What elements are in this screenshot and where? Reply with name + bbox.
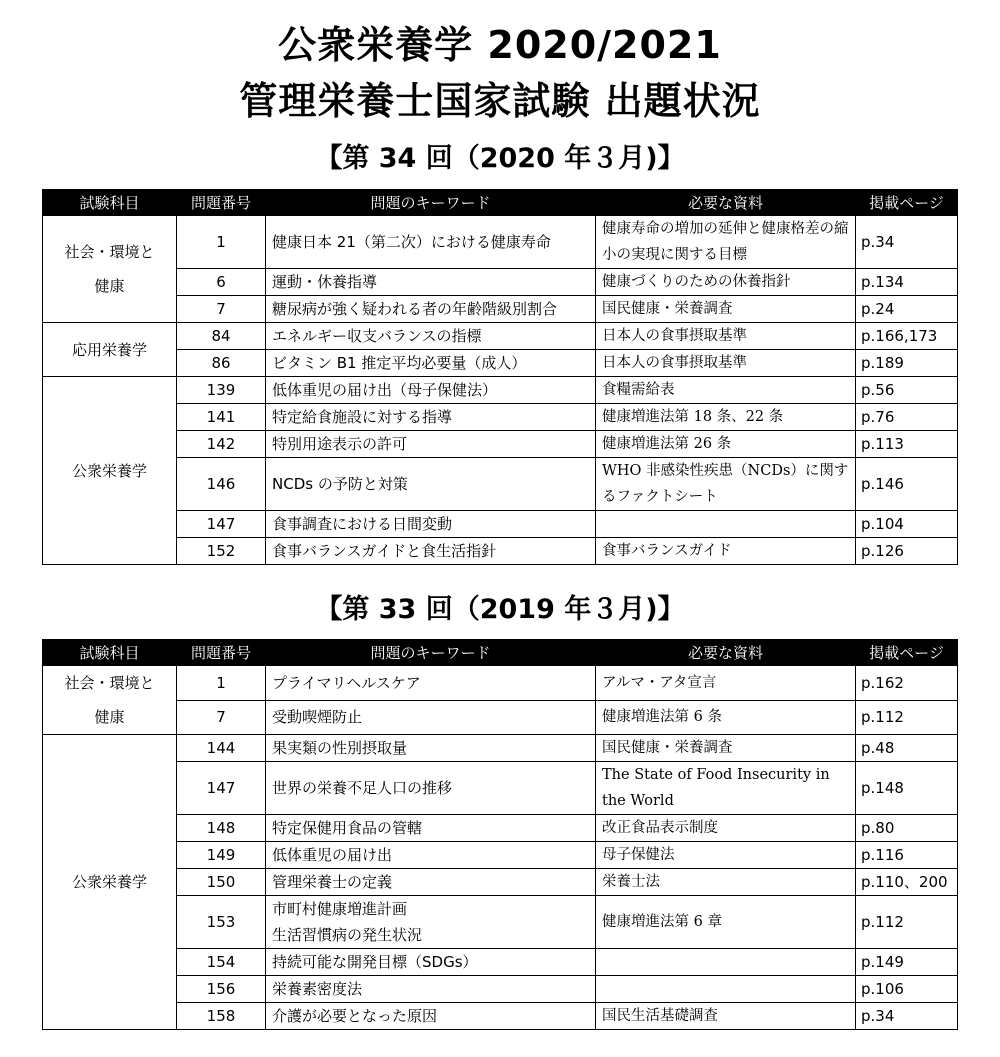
- page-cell: p.24: [856, 296, 958, 323]
- keyword-cell: 管理栄養士の定義: [266, 869, 596, 896]
- material-cell: 食糧需給表: [596, 377, 856, 404]
- page-cell: p.148: [856, 762, 958, 815]
- table-header-row: [43, 640, 958, 666]
- keyword-cell: 健康日本 21（第二次）における健康寿命: [266, 216, 596, 269]
- question-number-cell: 141: [177, 404, 266, 431]
- material-cell: The State of Food Insecurity in the World: [596, 762, 856, 815]
- header-keyword: 問題のキーワード: [266, 640, 596, 666]
- page-cell: p.166,173: [856, 323, 958, 350]
- header-keyword: 問題のキーワード: [266, 190, 596, 216]
- table-row: [43, 458, 958, 511]
- material-cell: 母子保健法: [596, 842, 856, 869]
- page-cell: p.106: [856, 976, 958, 1003]
- page-cell: p.56: [856, 377, 958, 404]
- question-number-cell: 154: [177, 949, 266, 976]
- material-cell: 健康増進法第 6 条: [596, 700, 856, 735]
- table-row: [43, 896, 958, 949]
- material-cell: 健康増進法第 6 章: [596, 896, 856, 949]
- keyword-cell: 低体重児の届け出: [266, 842, 596, 869]
- keyword-cell: 介護が必要となった原因: [266, 1003, 596, 1030]
- material-cell: 健康づくりのための休養指針: [596, 269, 856, 296]
- table-row: [43, 842, 958, 869]
- question-number-cell: 152: [177, 538, 266, 565]
- material-cell: [596, 511, 856, 538]
- page-cell: p.134: [856, 269, 958, 296]
- table-row: [43, 404, 958, 431]
- material-cell: 国民健康・栄養調査: [596, 296, 856, 323]
- material-cell: 栄養士法: [596, 869, 856, 896]
- question-number-cell: 1: [177, 666, 266, 701]
- question-number-cell: 84: [177, 323, 266, 350]
- page-cell: p.48: [856, 735, 958, 762]
- table-row: [43, 377, 958, 404]
- header-number: 問題番号: [177, 640, 266, 666]
- material-cell: 国民健康・栄養調査: [596, 735, 856, 762]
- question-number-cell: 156: [177, 976, 266, 1003]
- subject-cell: 社会・環境と 健康: [43, 216, 177, 323]
- page-cell: p.189: [856, 350, 958, 377]
- table-row: [43, 431, 958, 458]
- material-cell: 健康増進法第 26 条: [596, 431, 856, 458]
- question-number-cell: 148: [177, 815, 266, 842]
- subject-cell: 社会・環境と 健康: [43, 666, 177, 735]
- header-page: 掲載ページ: [856, 640, 958, 666]
- keyword-cell: NCDs の予防と対策: [266, 458, 596, 511]
- table-row: [43, 350, 958, 377]
- table-row: [43, 976, 958, 1003]
- question-number-cell: 142: [177, 431, 266, 458]
- question-number-cell: 147: [177, 762, 266, 815]
- question-number-cell: 147: [177, 511, 266, 538]
- table-header-row: [43, 190, 958, 216]
- material-cell: 日本人の食事摂取基準: [596, 350, 856, 377]
- table-row: [43, 869, 958, 896]
- header-material: 必要な資料: [596, 640, 856, 666]
- question-number-cell: 158: [177, 1003, 266, 1030]
- keyword-cell: ビタミン B1 推定平均必要量（成人）: [266, 350, 596, 377]
- page-cell: p.80: [856, 815, 958, 842]
- material-cell: 食事バランスガイド: [596, 538, 856, 565]
- page-cell: p.113: [856, 431, 958, 458]
- table-row: [43, 538, 958, 565]
- header-number: 問題番号: [177, 190, 266, 216]
- material-cell: 国民生活基礎調査: [596, 1003, 856, 1030]
- question-number-cell: 6: [177, 269, 266, 296]
- subject-cell: 公衆栄養学: [43, 735, 177, 1030]
- table-row: [43, 1003, 958, 1030]
- keyword-cell: 持続可能な開発目標（SDGs）: [266, 949, 596, 976]
- page-cell: p.149: [856, 949, 958, 976]
- material-cell: アルマ・アタ宣言: [596, 666, 856, 701]
- keyword-cell: 果実類の性別摂取量: [266, 735, 596, 762]
- table-body-34: [43, 216, 958, 565]
- material-cell: [596, 976, 856, 1003]
- table-row: [43, 323, 958, 350]
- keyword-cell: 糖尿病が強く疑われる者の年齢階級別割合: [266, 296, 596, 323]
- table-row: [43, 296, 958, 323]
- material-cell: 改正食品表示制度: [596, 815, 856, 842]
- table-row: [43, 269, 958, 296]
- keyword-cell: 特別用途表示の許可: [266, 431, 596, 458]
- keyword-cell: 世界の栄養不足人口の推移: [266, 762, 596, 815]
- question-number-cell: 86: [177, 350, 266, 377]
- table-row: [43, 700, 958, 735]
- page-cell: p.34: [856, 1003, 958, 1030]
- question-number-cell: 150: [177, 869, 266, 896]
- table-body-33: [43, 666, 958, 1030]
- question-number-cell: 139: [177, 377, 266, 404]
- question-number-cell: 7: [177, 296, 266, 323]
- page-cell: p.116: [856, 842, 958, 869]
- material-cell: 健康寿命の増加の延伸と健康格差の縮小の実現に関する目標: [596, 216, 856, 269]
- page-cell: p.76: [856, 404, 958, 431]
- question-number-cell: 153: [177, 896, 266, 949]
- subject-cell: 応用栄養学: [43, 323, 177, 377]
- keyword-cell: 食事調査における日間変動: [266, 511, 596, 538]
- header-subject: 試験科目: [43, 640, 177, 666]
- question-number-cell: 146: [177, 458, 266, 511]
- table-row: [43, 949, 958, 976]
- exam-table-34: [42, 189, 958, 565]
- keyword-cell: 低体重児の届け出（母子保健法）: [266, 377, 596, 404]
- question-number-cell: 1: [177, 216, 266, 269]
- table-row: [43, 511, 958, 538]
- header-subject: 試験科目: [43, 190, 177, 216]
- page-title-line2: 管理栄養士国家試験 出題状況: [239, 79, 761, 123]
- table-row: [43, 762, 958, 815]
- page-cell: p.162: [856, 666, 958, 701]
- keyword-cell: 受動喫煙防止: [266, 700, 596, 735]
- material-cell: [596, 949, 856, 976]
- keyword-cell: 市町村健康増進計画 生活習慣病の発生状況: [266, 896, 596, 949]
- table-row: [43, 666, 958, 701]
- page-cell: p.34: [856, 216, 958, 269]
- keyword-cell: エネルギー収支バランスの指標: [266, 323, 596, 350]
- keyword-cell: プライマリヘルスケア: [266, 666, 596, 701]
- page-cell: p.146: [856, 458, 958, 511]
- page-title-line1: 公衆栄養学 2020/2021: [278, 23, 722, 67]
- exam-table-33: [42, 639, 958, 1030]
- keyword-cell: 栄養素密度法: [266, 976, 596, 1003]
- header-page: 掲載ページ: [856, 190, 958, 216]
- keyword-cell: 特定保健用食品の管轄: [266, 815, 596, 842]
- page-cell: p.112: [856, 896, 958, 949]
- section-title-33: 【第 33 回（2019 年３月)】: [315, 594, 685, 625]
- keyword-cell: 運動・休養指導: [266, 269, 596, 296]
- material-cell: 健康増進法第 18 条、22 条: [596, 404, 856, 431]
- keyword-cell: 食事バランスガイドと食生活指針: [266, 538, 596, 565]
- material-cell: WHO 非感染性疾患（NCDs）に関するファクトシート: [596, 458, 856, 511]
- question-number-cell: 7: [177, 700, 266, 735]
- section-title-34: 【第 34 回（2020 年３月)】: [315, 143, 685, 174]
- question-number-cell: 144: [177, 735, 266, 762]
- keyword-cell: 特定給食施設に対する指導: [266, 404, 596, 431]
- table-row: [43, 216, 958, 269]
- header-material: 必要な資料: [596, 190, 856, 216]
- question-number-cell: 149: [177, 842, 266, 869]
- page-cell: p.110、200: [856, 869, 958, 896]
- page-cell: p.126: [856, 538, 958, 565]
- page-cell: p.112: [856, 700, 958, 735]
- page-cell: p.104: [856, 511, 958, 538]
- material-cell: 日本人の食事摂取基準: [596, 323, 856, 350]
- subject-cell: 公衆栄養学: [43, 377, 177, 565]
- table-row: [43, 815, 958, 842]
- table-row: [43, 735, 958, 762]
